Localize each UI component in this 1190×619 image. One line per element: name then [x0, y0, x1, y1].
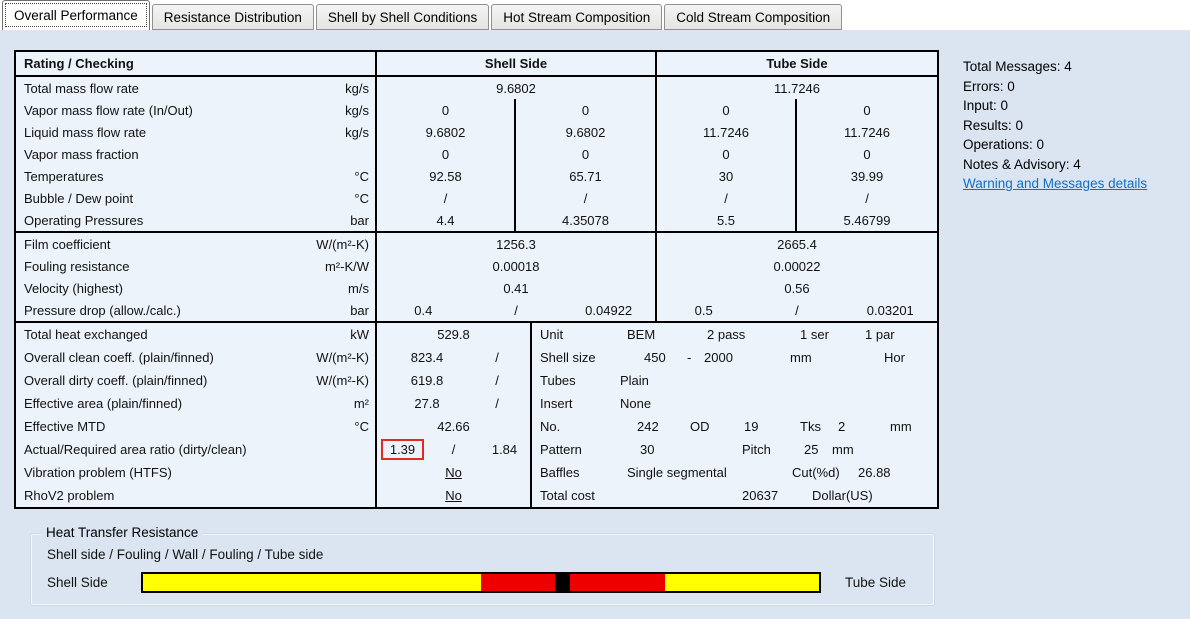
tab-bar — [0, 0, 1190, 30]
table-row-vibration — [16, 461, 937, 484]
table-row-area-ratio — [16, 438, 937, 461]
total-messages: Total Messages: 4 — [963, 59, 1072, 74]
unit-series: 1 ser — [800, 327, 829, 342]
tube-out-value: / — [865, 190, 869, 206]
operations-count: Operations: 0 — [963, 137, 1045, 152]
row-label: Vibration problem (HTFS) — [24, 465, 172, 480]
tube-allowable: 0.5 — [694, 302, 713, 318]
tube-out-value: 0 — [863, 102, 871, 118]
rhov2-problem-link[interactable]: No — [445, 488, 462, 503]
resistance-segment-tube-fouling — [570, 574, 665, 591]
row-unit: bar — [350, 302, 369, 318]
highlighted-value: 1.39 — [381, 439, 424, 460]
tube-out-value: 5.46799 — [843, 212, 891, 228]
header-label: Tube Side — [766, 56, 828, 71]
dirty-coeff-value: 619.8 — [410, 373, 444, 388]
tab-hot-stream-composition[interactable]: Hot Stream Composition — [491, 4, 662, 30]
pattern-row — [532, 438, 937, 461]
thermal-results-section — [16, 233, 937, 323]
tube-in-value: 0 — [657, 143, 797, 165]
table-row-effective-area — [16, 392, 937, 415]
pitch-unit: mm — [832, 442, 854, 457]
shell-out-value: 65.71 — [569, 168, 602, 184]
row-unit: kW — [350, 327, 369, 342]
row-label: Vapor mass fraction — [24, 146, 139, 162]
tube-value: 0.56 — [784, 280, 810, 296]
shell-calculated: 0.04922 — [585, 302, 633, 318]
area-ratio-clean: 1.84 — [491, 442, 518, 457]
warning-messages-details-link[interactable]: Warning and Messages details — [963, 176, 1148, 191]
header-label: Shell Side — [484, 56, 548, 71]
heat-duty-value: 529.8 — [437, 327, 470, 342]
tube-out-value: 39.99 — [850, 168, 884, 184]
row-label: RhoV2 problem — [24, 488, 115, 503]
table-row-vapor-mass-fraction — [16, 143, 937, 165]
resistance-segment-shell-side-film — [143, 574, 481, 591]
shell-value: 0.41 — [503, 280, 529, 296]
tube-out-value: 11.7246 — [843, 124, 891, 140]
separator: / — [495, 373, 499, 388]
shell-value — [377, 77, 657, 99]
shell-out-value: 0 — [581, 146, 590, 162]
tks-value: 2 — [838, 419, 846, 434]
row-label: Pressure drop (allow./calc.) — [24, 302, 181, 318]
shell-in-value: / — [377, 187, 516, 209]
cell-value: 11.7246 — [773, 80, 821, 96]
shell-in-value: 0 — [377, 99, 516, 121]
heat-transfer-resistance-group — [30, 525, 935, 606]
shell-out-value: / — [583, 190, 588, 206]
shell-diameter: 450 — [644, 350, 666, 365]
row-unit: °C — [354, 419, 369, 434]
info-label: Unit — [540, 327, 564, 342]
shell-out-value: 0 — [581, 102, 590, 118]
row-unit: W/(m²-K) — [316, 373, 369, 388]
row-unit: kg/s — [345, 124, 369, 140]
shell-size-unit: mm — [790, 350, 812, 365]
row-unit: m²-K/W — [324, 258, 369, 274]
row-unit: m/s — [348, 280, 369, 296]
insert-row — [532, 392, 937, 415]
header-tube-side — [657, 52, 937, 75]
row-label: Effective area (plain/finned) — [24, 396, 183, 411]
row-unit: m² — [353, 396, 369, 411]
table-row-rhov2 — [16, 484, 937, 507]
tubes-row — [532, 369, 937, 392]
table-row-velocity — [16, 277, 937, 299]
tube-value: 0.00022 — [773, 258, 821, 274]
cost-value: 20637 — [742, 488, 779, 503]
row-unit: °C — [354, 168, 369, 184]
unit-parallel: 1 par — [865, 327, 895, 342]
stream-conditions-section — [16, 52, 937, 233]
separator: / — [795, 302, 799, 318]
tab-cold-stream-composition[interactable]: Cold Stream Composition — [664, 4, 842, 30]
table-row-fouling-resistance — [16, 255, 937, 277]
shell-side-label: Shell Side — [47, 575, 108, 590]
row-label: Liquid mass flow rate — [24, 124, 147, 140]
vibration-problem-link[interactable]: No — [445, 465, 462, 480]
row-label: Film coefficient — [24, 236, 111, 252]
effective-area-value: 27.8 — [414, 396, 440, 411]
orientation: Hor — [884, 350, 905, 365]
table-row-total-heat — [16, 323, 937, 346]
row-label: Bubble / Dew point — [24, 190, 134, 206]
row-label: Overall dirty coeff. (plain/finned) — [24, 373, 208, 388]
od-value: 19 — [744, 419, 759, 434]
table-row-temperatures — [16, 165, 937, 187]
tube-value — [657, 77, 937, 99]
tube-count-row — [532, 415, 937, 438]
tube-in-value: / — [657, 187, 797, 209]
resistance-formula: Shell side / Fouling / Wall / Fouling / Tube side — [47, 547, 324, 562]
row-label: Total heat exchanged — [24, 327, 148, 342]
group-title: Heat Transfer Resistance — [41, 525, 203, 540]
tab-resistance-distribution[interactable]: Resistance Distribution — [152, 4, 314, 30]
tube-in-value: 0 — [657, 99, 797, 121]
table-row-pressure-drop — [16, 299, 937, 321]
tube-type: Plain — [620, 373, 649, 388]
input-count: Input: 0 — [963, 98, 1009, 113]
row-unit: kg/s — [345, 102, 369, 118]
separator: / — [514, 302, 518, 318]
baffle-type: Single segmental — [627, 465, 727, 480]
table-row-total-mass-flow — [16, 77, 937, 99]
pitch-label: Pitch — [742, 442, 771, 457]
insert-type: None — [620, 396, 652, 411]
row-unit: °C — [354, 190, 369, 206]
unit-type: BEM — [627, 327, 656, 342]
total-cost-row — [532, 484, 937, 507]
table-row-clean-coeff — [16, 346, 937, 369]
tks-label: Tks — [800, 419, 821, 434]
rating-checking-table — [14, 50, 939, 509]
resistance-segment-tube-side-film — [665, 574, 819, 591]
row-unit: bar — [350, 212, 369, 228]
tube-in-value: 30 — [657, 165, 797, 187]
tab-shell-by-shell-conditions[interactable]: Shell by Shell Conditions — [316, 4, 489, 30]
table-row-vapor-mass-flow — [16, 99, 937, 121]
header-rating-checking — [16, 52, 377, 75]
pattern-angle: 30 — [640, 442, 655, 457]
info-label: Pattern — [540, 442, 582, 457]
header-label: Rating / Checking — [24, 56, 134, 71]
row-label: Temperatures — [24, 168, 104, 184]
table-row-dirty-coeff — [16, 369, 937, 392]
separator: / — [495, 350, 499, 365]
od-label: OD — [690, 419, 710, 434]
cut-label: Cut(%d) — [792, 465, 840, 480]
unit-passes: 2 pass — [707, 327, 746, 342]
info-label: Total cost — [540, 488, 595, 503]
results-count: Results: 0 — [963, 117, 1024, 133]
row-label: Effective MTD — [24, 419, 106, 434]
row-label: Actual/Required area ratio (dirty/clean) — [24, 442, 247, 457]
cut-value: 26.88 — [858, 465, 891, 480]
summary-geometry-section — [16, 323, 937, 507]
overall-performance-panel — [0, 30, 1190, 619]
row-unit: W/(m²-K) — [316, 236, 369, 252]
cost-currency: Dollar(US) — [812, 488, 873, 503]
table-row-film-coefficient — [16, 233, 937, 255]
row-label: Total mass flow rate — [24, 80, 139, 96]
row-unit: kg/s — [345, 80, 369, 96]
info-label: Tubes — [540, 373, 576, 388]
shell-size-row — [532, 346, 937, 369]
row-label: Overall clean coeff. (plain/finned) — [24, 350, 214, 365]
row-label: Velocity (highest) — [24, 280, 123, 296]
shell-in-value: 4.4 — [377, 209, 516, 231]
shell-out-value: 9.6802 — [565, 124, 606, 140]
table-row-operating-pressures — [16, 209, 937, 231]
tube-unit: mm — [890, 419, 912, 434]
baffles-row — [532, 461, 937, 484]
separator: / — [495, 396, 499, 411]
shell-out-value: 4.35078 — [562, 212, 609, 228]
info-label: Shell size — [540, 350, 596, 365]
tab-overall-performance[interactable]: Overall Performance — [2, 0, 150, 30]
separator: - — [687, 350, 692, 365]
shell-in-value: 92.58 — [377, 165, 516, 187]
table-row-bubble-dew-point — [16, 187, 937, 209]
shell-value: 1256.3 — [496, 236, 536, 252]
header-shell-side — [377, 52, 657, 75]
row-label: Operating Pressures — [24, 212, 144, 228]
resistance-bar — [141, 572, 821, 593]
table-row-liquid-mass-flow — [16, 121, 937, 143]
clean-coeff-value: 823.4 — [410, 350, 444, 365]
row-label: Vapor mass flow rate (In/Out) — [24, 102, 193, 118]
notes-advisory-count: Notes & Advisory: 4 — [963, 156, 1081, 172]
shell-in-value: 0 — [377, 143, 516, 165]
pitch-value: 25 — [804, 442, 819, 457]
tube-value: 2665.4 — [777, 236, 817, 252]
shell-length: 2000 — [704, 350, 733, 365]
separator: / — [451, 442, 456, 457]
shell-allowable: 0.4 — [414, 302, 433, 318]
unit-info-row — [532, 323, 937, 346]
messages-panel — [963, 57, 1147, 194]
tube-count: 242 — [637, 419, 659, 434]
tube-in-value: 11.7246 — [657, 121, 797, 143]
tube-in-value: 5.5 — [657, 209, 797, 231]
table-row-effective-mtd — [16, 415, 937, 438]
errors-count: Errors: 0 — [963, 78, 1015, 94]
resistance-segment-wall — [555, 574, 570, 591]
table-header-row — [16, 52, 937, 77]
shell-value: 0.00018 — [492, 258, 540, 274]
mtd-value: 42.66 — [437, 419, 470, 434]
info-label: Baffles — [540, 465, 580, 480]
info-label: No. — [540, 419, 561, 434]
info-label: Insert — [540, 396, 573, 411]
tube-calculated: 0.03201 — [866, 302, 914, 318]
tube-side-label: Tube Side — [845, 575, 907, 590]
row-unit: W/(m²-K) — [316, 350, 369, 365]
row-label: Fouling resistance — [24, 258, 130, 274]
cell-value: 9.6802 — [496, 80, 536, 96]
tube-out-value: 0 — [863, 146, 871, 162]
shell-in-value: 9.6802 — [377, 121, 516, 143]
area-ratio-dirty — [377, 439, 428, 460]
resistance-segment-shell-fouling — [481, 574, 555, 591]
